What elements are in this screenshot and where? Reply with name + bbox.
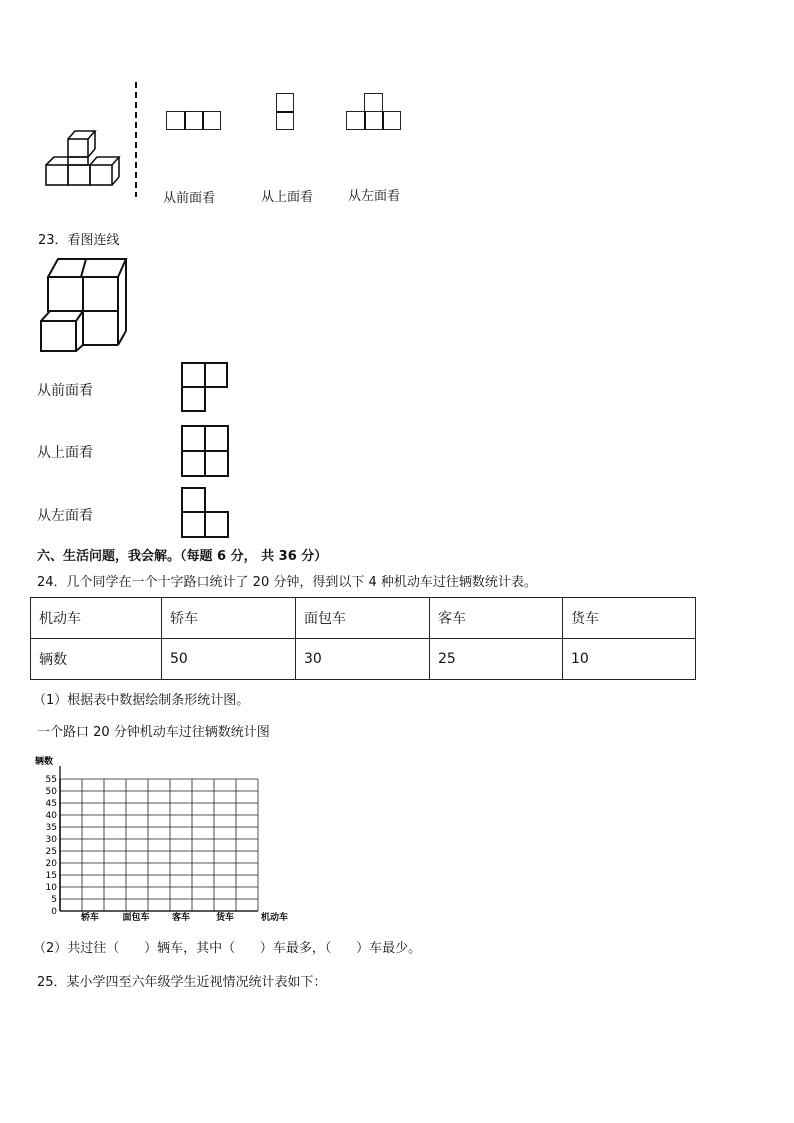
table-header-cell: 面包车 (296, 598, 430, 639)
q22-view-label-front: 从前面看 (163, 191, 216, 206)
grid-line (276, 111, 294, 113)
q25-prompt: 25．某小学四至六年级学生近视情况统计表如下： (37, 975, 327, 990)
chart-y-tick-label: 10 (45, 883, 57, 893)
chart-x-tick-label: 轿车 (80, 913, 100, 923)
view-left-grid-top (364, 93, 383, 112)
q22-view-label-top: 从上面看 (261, 190, 314, 205)
chart-title: 一个路口 20 分钟机动车过往辆数统计图 (37, 725, 270, 740)
table-row (31, 639, 696, 680)
table-header-cell: 货车 (563, 598, 696, 639)
chart-y-tick-label: 55 (45, 775, 57, 785)
l-shape-solid-figure (38, 255, 132, 355)
table-cell: 30 (296, 639, 430, 680)
q23-view-label-left: 从左面看 (37, 508, 93, 524)
chart-y-tick-label: 45 (45, 799, 57, 809)
chart-y-tick-label: 15 (45, 871, 57, 881)
table-row (31, 598, 696, 639)
view-shape-a-bottom (181, 386, 206, 412)
grid-line (204, 511, 206, 538)
view-front-grid (166, 111, 221, 130)
chart-y-tick-label: 25 (45, 847, 57, 857)
table-header-cell: 轿车 (162, 598, 296, 639)
table-cell: 25 (430, 639, 563, 680)
bar-chart-grid (30, 748, 305, 928)
chart-x-tick-label: 客车 (171, 913, 191, 923)
chart-x-tick-label: 货车 (215, 913, 235, 923)
table-cell: 50 (162, 639, 296, 680)
divider-dashed-line (133, 82, 139, 197)
grid-line (202, 111, 204, 130)
q23-view-label-top: 从上面看 (37, 445, 93, 461)
grid-line (204, 362, 206, 388)
q23-view-label-front: 从前面看 (37, 383, 93, 399)
chart-y-tick-label: 0 (51, 907, 57, 917)
q22-view-label-left: 从左面看 (348, 189, 401, 204)
table-header-cell: 客车 (430, 598, 563, 639)
chart-y-tick-label: 5 (51, 895, 57, 905)
table-cell: 10 (563, 639, 696, 680)
chart-y-axis-label: 辆数 (35, 757, 54, 767)
grid-line (364, 111, 366, 130)
view-shape-c-top (181, 487, 206, 513)
table-header-cell: 机动车 (31, 598, 162, 639)
chart-y-tick-label: 30 (45, 835, 57, 845)
grid-line (382, 111, 384, 130)
grid-line (184, 111, 186, 130)
section-6-title: 六、生活问题，我会解。（每题 6 分， 共 36 分） (37, 549, 328, 564)
chart-x-axis-label: 机动车 (261, 913, 289, 923)
chart-y-tick-label: 20 (45, 859, 57, 869)
q24-part2: （2）共过往（ ）辆车，其中（ ）车最多，（ ）车最少。 (33, 941, 422, 956)
chart-y-tick-label: 50 (45, 787, 57, 797)
q24-part1: （1）根据表中数据绘制条形统计图。 (33, 693, 250, 708)
chart-y-tick-label: 35 (45, 823, 57, 833)
chart-x-tick-label: 面包车 (122, 913, 150, 923)
chart-y-tick-label: 40 (45, 811, 57, 821)
view-left-grid-bottom (346, 111, 401, 130)
q24-prompt: 24．几个同学在一个十字路口统计了 20 分钟，得到以下 4 种机动车过往辆数统计表。 (37, 575, 537, 590)
cube-stack-figure (40, 125, 130, 190)
vehicle-count-table (30, 597, 696, 680)
table-cell: 辆数 (31, 639, 162, 680)
q23-title: 23．看图连线 (38, 233, 120, 248)
grid-line (181, 450, 229, 452)
